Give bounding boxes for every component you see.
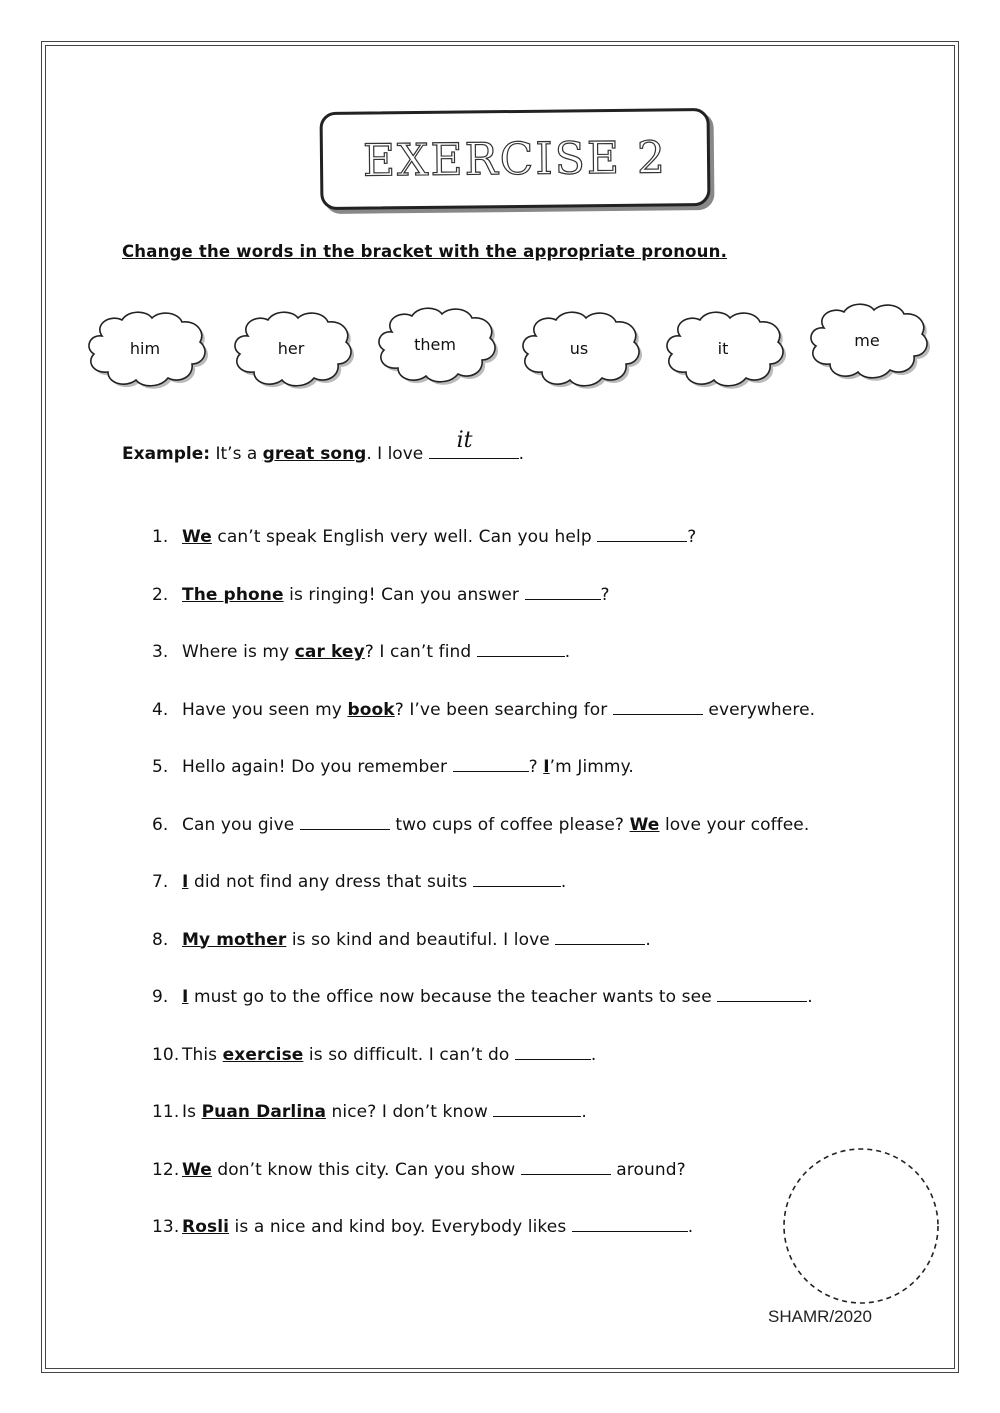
question-number: 3. (152, 642, 169, 662)
question-text: ? (528, 757, 544, 777)
example-label: Example: (122, 444, 211, 464)
word-cloud-him (80, 306, 210, 390)
question-item (152, 1215, 693, 1237)
word-cloud-us (514, 306, 644, 390)
question-text: Have you seen my (182, 699, 348, 720)
answer-blank[interactable] (453, 755, 529, 772)
question-number: 5. (152, 757, 169, 777)
stamp-circle (781, 1146, 941, 1306)
word-cloud-her (226, 306, 356, 390)
question-text: ? I’ve been searching for (394, 699, 613, 720)
question-text: . (645, 929, 651, 950)
question-text: nice? I don’t know (326, 1102, 494, 1122)
question-item (152, 583, 610, 605)
question-text: ? (600, 584, 610, 605)
question-number: 10. (152, 1044, 180, 1065)
underlined-noun: We (182, 527, 212, 547)
question-text: Where is my (182, 642, 295, 662)
question-number: 12. (152, 1159, 180, 1180)
question-text: This (182, 1044, 223, 1065)
underlined-noun: Rosli (182, 1217, 230, 1237)
question-number: 13. (152, 1217, 180, 1237)
question-text: ’m Jimmy. (549, 757, 634, 777)
question-item (152, 870, 566, 892)
question-text: Can you give (182, 814, 300, 835)
question-text: . (687, 1217, 694, 1237)
answer-blank[interactable] (493, 1100, 581, 1117)
example-answer: it (456, 428, 473, 453)
question-item (152, 928, 651, 950)
underlined-noun: We (629, 814, 660, 835)
example-sentence (122, 428, 525, 464)
question-text: is ringing! Can you answer (283, 584, 525, 605)
question-text: ? I can’t find (364, 642, 477, 662)
question-number: 1. (152, 527, 169, 547)
word-cloud-it (658, 306, 788, 390)
underlined-noun: I (182, 872, 189, 892)
question-text: two cups of coffee please? (389, 814, 630, 835)
question-text: . (560, 872, 567, 892)
question-text: Is (182, 1102, 202, 1122)
question-text: . (581, 1102, 587, 1122)
underlined-noun: exercise (222, 1044, 304, 1065)
answer-blank[interactable] (521, 1158, 611, 1175)
example-post-text: . I love (366, 444, 424, 464)
question-text: must go to the office now because the teacher wants to see (188, 987, 718, 1007)
question-text: don’t know this city. Can you show (211, 1159, 521, 1180)
answer-blank[interactable] (300, 813, 390, 830)
answer-blank[interactable] (477, 640, 565, 657)
word-bank-item: it (717, 338, 729, 358)
question-text: . (590, 1044, 597, 1065)
underlined-noun: Puan Darlina (201, 1102, 327, 1122)
underlined-noun: car key (294, 642, 365, 662)
question-text: did not find any dress that suits (188, 872, 473, 892)
answer-blank[interactable] (613, 698, 703, 715)
question-number: 9. (152, 987, 169, 1007)
title-box (319, 108, 710, 210)
question-item (152, 985, 813, 1007)
answer-blank[interactable] (525, 583, 601, 600)
word-bank-item: them (414, 334, 456, 354)
answer-blank[interactable] (555, 928, 645, 945)
underlined-noun: I (182, 987, 189, 1007)
word-bank-item: me (854, 330, 880, 350)
question-number: 4. (152, 699, 169, 720)
question-text: is a nice and kind boy. Everybody likes (229, 1217, 572, 1237)
question-text: can’t speak English very well. Can you help (211, 527, 598, 547)
question-text: love your coffee. (659, 814, 810, 835)
question-number: 11. (152, 1102, 180, 1122)
word-cloud-me (802, 298, 932, 382)
answer-blank[interactable] (515, 1043, 591, 1060)
credit-text: SHAMR/2020 (768, 1307, 872, 1326)
question-text: Hello again! Do you remember (182, 757, 453, 777)
underlined-noun: book (347, 699, 395, 720)
word-bank-item: her (277, 338, 305, 358)
example-underlined-noun: great song (262, 444, 367, 464)
answer-blank[interactable] (597, 525, 687, 542)
question-text: everywhere. (702, 699, 816, 720)
question-number: 8. (152, 929, 169, 950)
page-title: EXERCISE 2 (362, 131, 668, 187)
question-text: is so difficult. I can’t do (303, 1044, 515, 1065)
question-text: around? (610, 1159, 686, 1180)
question-item (152, 1100, 587, 1122)
instruction-text: Change the words in the bracket with the appropriate pronoun. (122, 242, 728, 261)
question-number: 7. (152, 872, 169, 892)
answer-blank[interactable] (717, 985, 807, 1002)
question-text: ? (687, 527, 697, 547)
question-item (152, 755, 634, 777)
answer-blank[interactable] (572, 1215, 688, 1232)
question-text: is so kind and beautiful. I love (286, 929, 556, 950)
underlined-noun: I (543, 757, 550, 777)
example-end: . (518, 444, 525, 464)
underlined-noun: My mother (182, 929, 287, 950)
question-text: . (564, 642, 571, 662)
example-pre-text: It’s a (215, 444, 258, 464)
question-item (152, 698, 815, 720)
example-answer-blank (429, 428, 519, 459)
question-item (152, 813, 809, 835)
question-number: 2. (152, 584, 169, 605)
word-cloud-them (370, 302, 500, 386)
question-item (152, 525, 696, 547)
word-bank-item: us (569, 338, 589, 358)
question-number: 6. (152, 814, 169, 835)
answer-blank[interactable] (473, 870, 561, 887)
underlined-noun: The phone (182, 584, 284, 605)
question-text: . (807, 987, 813, 1007)
question-item (152, 1158, 686, 1180)
underlined-noun: We (182, 1159, 212, 1180)
question-item (152, 1043, 596, 1065)
word-bank-item: him (129, 338, 161, 358)
question-item (152, 640, 570, 662)
